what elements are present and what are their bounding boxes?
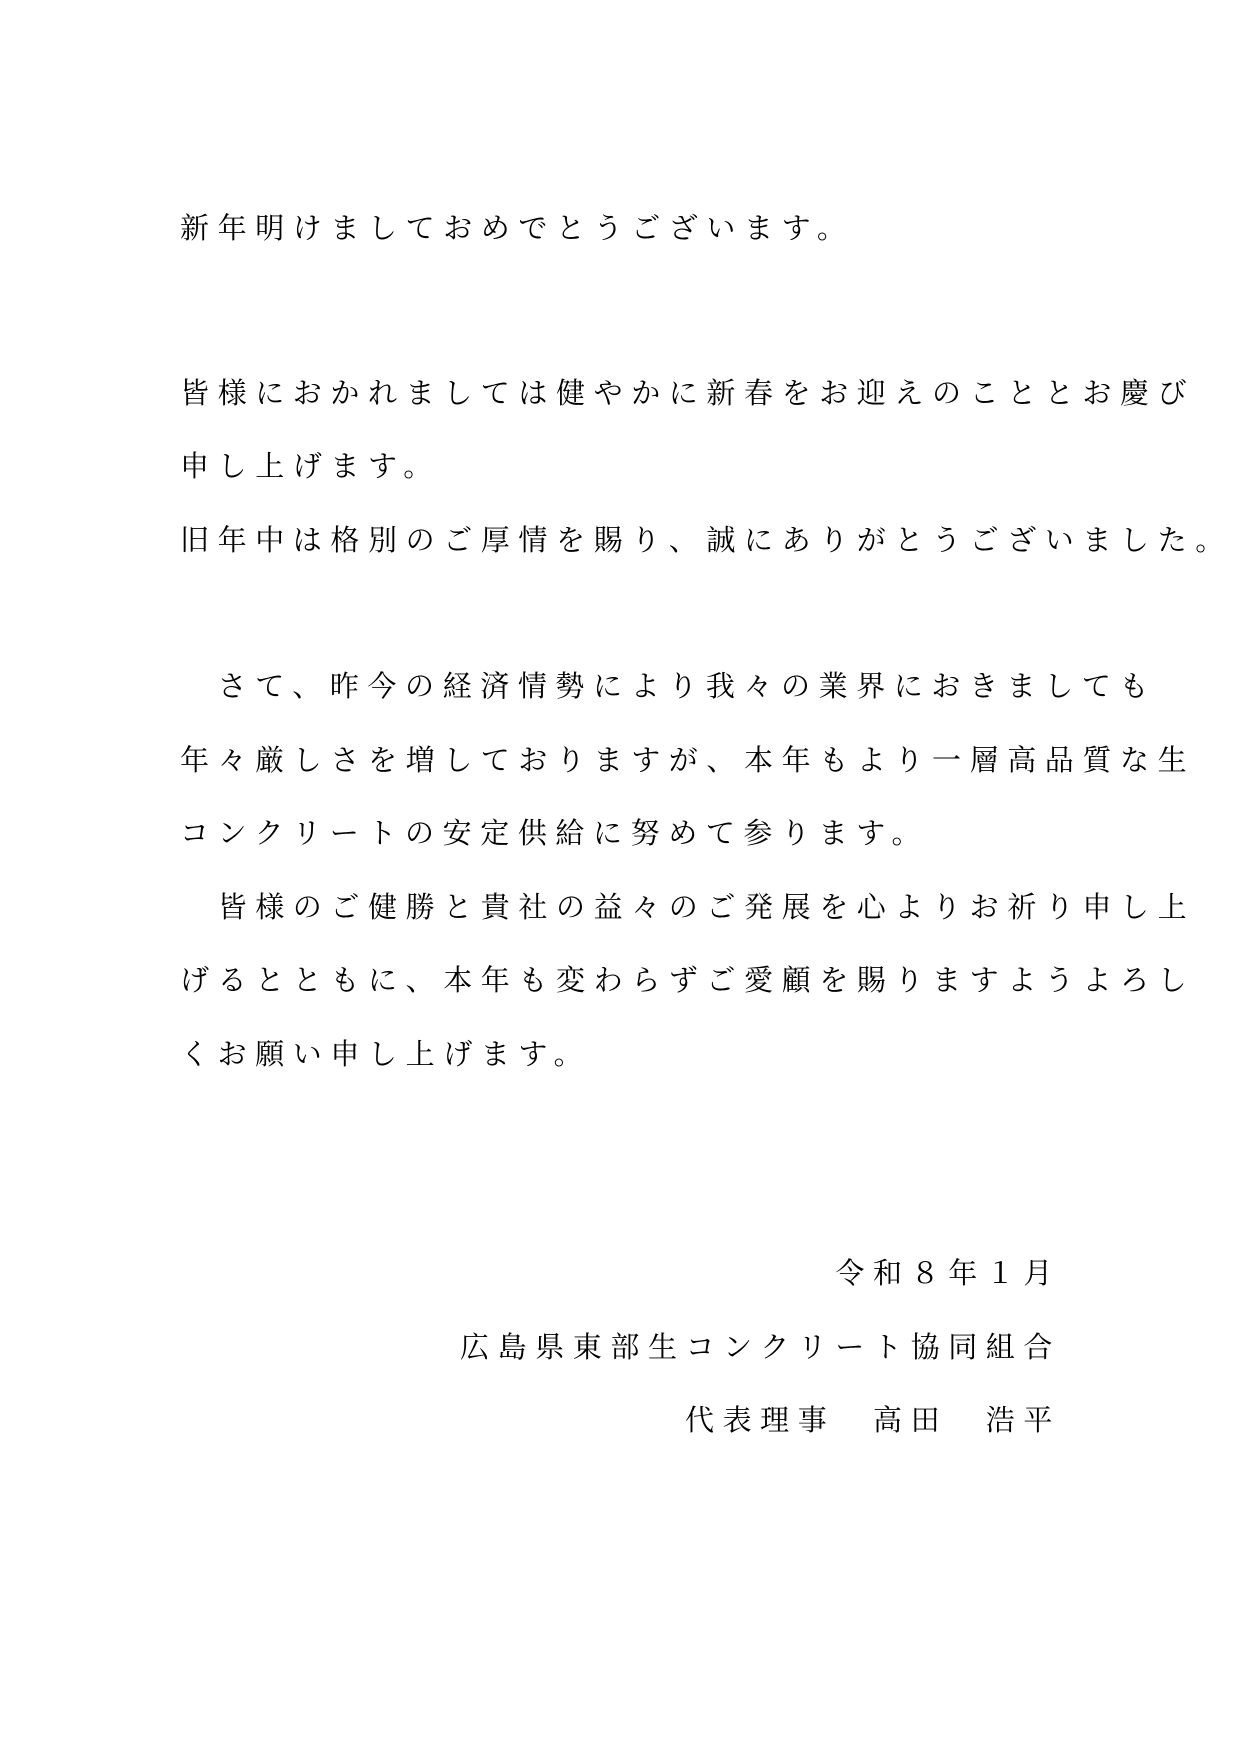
greeting-line-1: 新年明けましておめでとうございます。: [180, 211, 855, 245]
body-line-7: 皆様のご健勝と貴社の益々のご発展を心よりお祈り申し上: [180, 890, 1196, 924]
closing-date: 令和８年１月: [835, 1256, 1061, 1290]
body-line-5: 年々厳しさを増しておりますが、本年もより一層高品質な生: [180, 743, 1196, 777]
body-line-2: 申し上げます。: [180, 449, 441, 483]
closing-organization: 広島県東部生コンクリート協同組合: [459, 1330, 1061, 1364]
body-line-6: コンクリートの安定供給に努めて参ります。: [180, 816, 930, 850]
closing-signatory: 代表理事 高田 浩平: [684, 1403, 1061, 1437]
body-line-3: 旧年中は格別のご厚情を賜り、誠にありがとうございました。: [180, 523, 1233, 557]
body-line-1: 皆様におかれましては健やかに新春をお迎えのこととお慶び: [180, 376, 1196, 410]
body-line-4: さて、昨今の経済情勢により我々の業界におきましても: [180, 669, 1158, 703]
body-line-9: くお願い申し上げます。: [180, 1037, 592, 1071]
body-line-8: げるとともに、本年も変わらずご愛顧を賜りますようよろし: [180, 963, 1196, 997]
